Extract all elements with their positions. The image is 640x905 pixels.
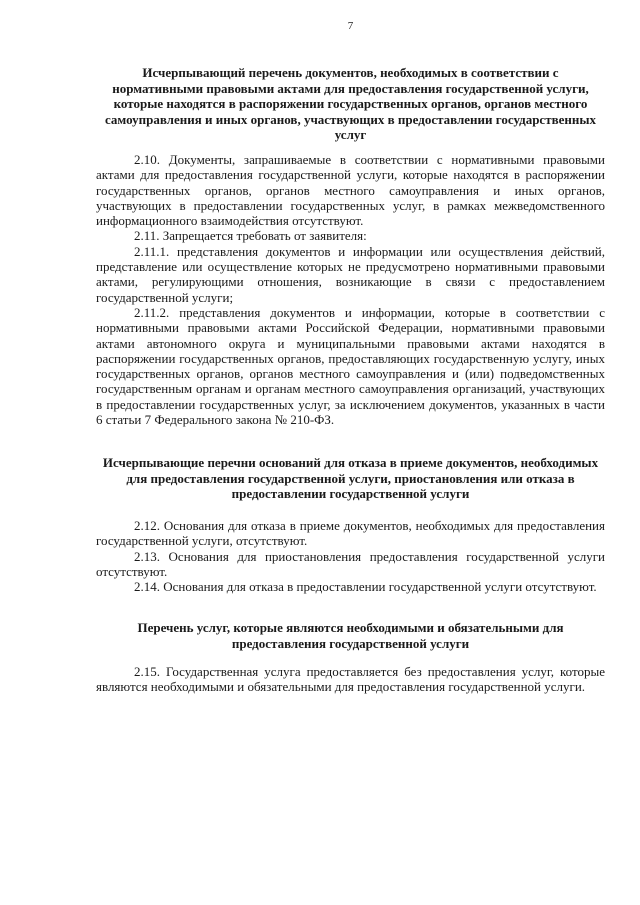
paragraph-2-12: 2.12. Основания для отказа в приеме документов, необходимых для предоставления государственной услуги, отсутствуют. <box>96 518 605 549</box>
section-body-refusal <box>96 518 605 594</box>
section-heading-documents-list: Исчерпывающий перечень документов, необходимых в соответствии с нормативными правовыми актами для предоставления государственной услуги, которые находятся в распоряжении государственных органов, органов местного самоуправления и иных органов, участвующих в предоставлении государственных услуг <box>104 65 597 143</box>
section-heading-required-services: Перечень услуг, которые являются необходимыми и обязательными для предоставления государственной услуги <box>137 620 564 651</box>
paragraph-2-11-2: 2.11.2. представления документов и информации, которые в соответствии с нормативными правовыми актами Российской Федерации, нормативными правовыми актами автономного округа и муниципальными правовыми актами находятся в распоряжении государственных органов, предоставляющих государственную услугу, иных государственных органов, органов местного самоуправления и (или) подведомственных государственным органам и органам местного самоуправления организаций, участвующих в предоставлении государственных услуг, за исключением документов, указанных в части 6 статьи 7 Федерального закона № 210-ФЗ. <box>96 304 605 428</box>
paragraph-2-13: 2.13. Основания для приостановления предоставления государственной услуги отсутствуют. <box>96 548 605 579</box>
paragraph-2-14: 2.14. Основания для отказа в предоставлении государственной услуги отсутствуют. <box>134 579 597 595</box>
section-body-services <box>96 664 605 695</box>
paragraph-2-11: 2.11. Запрещается требовать от заявителя: <box>134 228 367 244</box>
section-body-documents <box>96 152 605 427</box>
page-number: 7 <box>347 20 354 32</box>
paragraph-2-11-1: 2.11.1. представления документов и информации или осуществления действий, представление или осуществление которых не предусмотрено нормативными правовыми актами, регулирующими отношения, возникающие в связи с предоставлением государственной услуги; <box>96 243 605 305</box>
paragraph-2-10: 2.10. Документы, запрашиваемые в соответствии с нормативными правовыми актами для предоставления государственной услуги, которые находятся в распоряжении государственных органов, органов местного самоуправления и иных органов, участвующих в предоставлении государственных услуг, в рамках межведомственного информационного взаимодействия отсутствуют. <box>96 152 605 229</box>
paragraph-2-15: 2.15. Государственная услуга предоставляется без предоставления услуг, которые являются необходимыми и обязательными для предоставления государственной услуги. <box>96 664 605 695</box>
section-heading-refusal-grounds: Исчерпывающие перечни оснований для отказа в приеме документов, необходимых для предоставления государственной услуги, приостановления или отказа в предоставлении государственной услуги <box>102 455 599 502</box>
